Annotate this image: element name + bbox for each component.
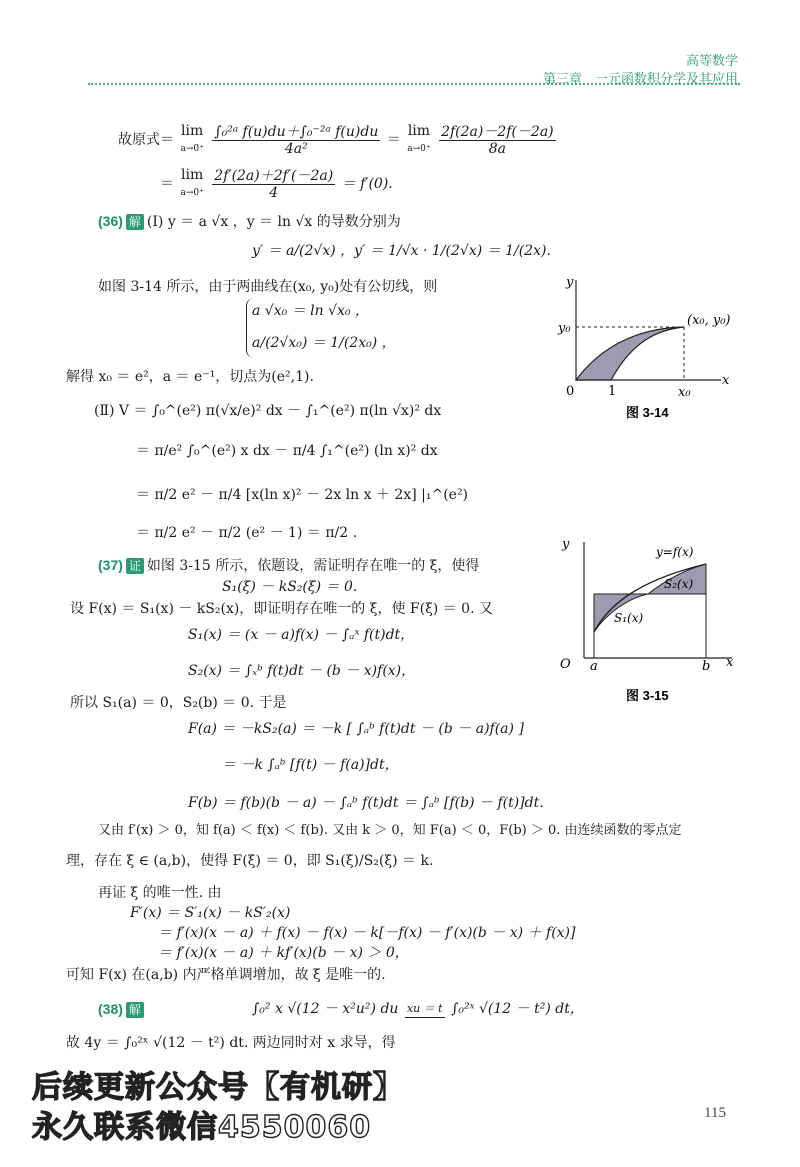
q37-deriv-2: ＝ f′(x)(x － a) ＋ f(x) － f(x) － k[－f(x) － f′(x)(b － x) ＋ f(x)] xyxy=(158,925,576,941)
fig315-caption: 图 3-15 xyxy=(626,688,669,703)
q37-heading xyxy=(98,556,479,575)
denominator: 8a xyxy=(488,140,506,157)
denominator: 4 xyxy=(269,184,279,201)
fraction-1 xyxy=(212,124,380,157)
chapter-title: 第三章 一元函数积分学及其应用 xyxy=(542,71,738,86)
fig315-s1-label: S₁(x) xyxy=(614,611,644,625)
denominator: 4a² xyxy=(284,140,308,157)
q37-fa-1: F(a) ＝ －kS₂(a) ＝ －k [ ∫ₐᵇ f(t)dt － (b － a)f(a) ] xyxy=(188,721,524,737)
lim-block xyxy=(180,166,203,202)
q36-volume-1: (Ⅱ) V ＝ ∫₀^(e²) π(√x/e)² dx － ∫₁^(e²) π(ln √x)² dx xyxy=(94,403,442,419)
fig314-point-label: (x₀, y₀) xyxy=(687,313,731,328)
equals: ＝ xyxy=(386,132,401,148)
q36-number: (36) xyxy=(98,213,123,229)
q36-tangent-text: 如图 3-14 所示，由于两曲线在(x₀, y₀)处有公切线，则 xyxy=(98,279,438,295)
lim-sub: a→0⁺ xyxy=(407,144,431,154)
q36-solution: 解得 x₀ ＝ e²，a ＝ e⁻¹，切点为(e²,1). xyxy=(66,369,314,385)
watermark-line-1: 后续更新公众号【有机研】 xyxy=(32,1070,404,1105)
q36-text: (Ⅰ) y ＝ a √x ，y ＝ ln √x 的导数分别为 xyxy=(146,214,401,230)
q37-number: (37) xyxy=(98,557,123,573)
q36-system-eq-1: a √x₀ ＝ ln √x₀ ， xyxy=(252,303,369,319)
fig315-curve-label: y=f(x) xyxy=(656,545,694,559)
formula-line-2 xyxy=(160,166,393,202)
fig314-tick-x0: x₀ xyxy=(678,385,691,400)
fig314-tick-y0: y₀ xyxy=(558,321,571,336)
q36-volume-3: ＝ π/2 e² － π/4 [x(ln x)² － 2x ln x ＋ 2x] |₁^(e²) xyxy=(136,487,469,503)
q37-therefore: 所以 S₁(a) ＝ 0，S₂(b) ＝ 0. 于是 xyxy=(70,695,287,711)
q37-deriv-3: ＝ f′(x)(x － a) ＋ kf′(x)(b － x) ＞ 0， xyxy=(158,945,409,961)
q38-int-left: ∫₀² x √(12 － x²u²) du xyxy=(252,1001,399,1017)
fig315-tick-a: a xyxy=(590,659,598,674)
q36-derivatives: y′ ＝ a/(2√x) ，y′ ＝ 1/√x · 1/(2√x) ＝ 1/(2x). xyxy=(252,243,551,259)
q37-paragraph-1: 又由 f′(x) ＞ 0，知 f(a) ＜ f(x) ＜ f(b). 又由 k ＞ 0，知 F(a) ＜ 0，F(b) ＞ 0. 由连续函数的零点定 xyxy=(98,823,682,838)
q36-heading xyxy=(98,212,401,231)
q37-badge: 证 xyxy=(126,558,144,574)
watermark-line-2: 永久联系微信4550060 xyxy=(32,1110,372,1145)
q38-substitution xyxy=(405,1001,445,1018)
tail: ＝ f′(0). xyxy=(341,176,393,192)
formula-line-1 xyxy=(118,122,558,158)
lim-block xyxy=(180,122,203,158)
q37-conclusion: 可知 F(x) 在(a,b) 内严格单调增加，故 ξ 是唯一的. xyxy=(66,967,386,983)
q37-deriv-1: F′(x) ＝ S′₁(x) － kS′₂(x) xyxy=(130,905,291,921)
fig315-tick-b: b xyxy=(702,659,711,674)
fig314-y-label: y xyxy=(566,275,574,290)
q36-system-eq-2: a/(2√x₀) ＝ 1/(2x₀) ， xyxy=(252,335,396,351)
q38-badge: 解 xyxy=(126,1002,144,1018)
figure-3-15 xyxy=(556,536,742,708)
q37-fb: F(b) ＝ f(b)(b － a) － ∫ₐᵇ f(t)dt ＝ ∫ₐᵇ [f(b) － f(t)]dt. xyxy=(188,795,544,811)
q37-paragraph-2: 理，存在 ξ ∈ (a,b)，使得 F(ξ) ＝ 0，即 S₁(ξ)/S₂(ξ) ＝ k. xyxy=(66,853,434,869)
q37-uniqueness: 再证 ξ 的唯一性. 由 xyxy=(98,885,222,901)
q37-s1: S₁(x) ＝ (x － a)f(x) － ∫ₐˣ f(t)dt， xyxy=(188,627,415,643)
q37-setup: 设 F(x) ＝ S₁(x) － kS₂(x)，即证明存在唯一的 ξ，使 F(ξ) ＝ 0. 又 xyxy=(70,601,493,617)
fraction-3 xyxy=(212,168,335,201)
q36-volume-2: ＝ π/e² ∫₀^(e²) x dx － π/4 ∫₁^(e²) (ln x)² dx xyxy=(136,443,438,459)
fig314-x-label: x xyxy=(722,373,730,388)
q37-text: 如图 3-15 所示，依题设，需证明存在唯一的 ξ，使得 xyxy=(146,558,480,574)
q37-equation: S₁(ξ) － kS₂(ξ) ＝ 0. xyxy=(222,579,358,595)
fig315-y-label: y xyxy=(562,537,570,552)
q38-heading xyxy=(98,1000,147,1019)
fig315-x-label: x xyxy=(726,655,734,670)
lim: lim xyxy=(181,123,204,139)
lim: lim xyxy=(407,123,431,139)
page-number: 115 xyxy=(704,1105,726,1121)
figure-3-14 xyxy=(556,270,736,430)
fraction-2 xyxy=(439,124,556,157)
q38-last-line: 故 4y ＝ ∫₀²ˣ √(12 － t²) dt. 两边同时对 x 求导，得 xyxy=(66,1035,396,1051)
q38-sub-text: xu ＝ t xyxy=(405,1001,445,1018)
fig314-origin: 0 xyxy=(566,384,575,399)
numerator: 2f′(2a)＋2f′(－2a) xyxy=(214,167,334,184)
header-divider xyxy=(88,83,740,85)
fig314-shaded-region xyxy=(576,327,684,380)
numerator: 2f(2a)－2f(－2a) xyxy=(441,123,554,140)
lim-sub: a→0⁺ xyxy=(180,188,204,198)
q37-fa-2: ＝ －k ∫ₐᵇ [f(t) － f(a)]dt， xyxy=(222,757,399,773)
fig315-origin: O xyxy=(560,657,571,672)
fig314-tick-1: 1 xyxy=(608,384,617,399)
lim-block-2 xyxy=(407,122,430,158)
q37-s2: S₂(x) ＝ ∫ₓᵇ f(t)dt － (b － x)f(x)， xyxy=(188,663,416,679)
q38-number: (38) xyxy=(98,1001,123,1017)
q36-badge: 解 xyxy=(126,214,144,230)
q36-volume-4: ＝ π/2 e² － π/2 (e² － 1) ＝ π/2 . xyxy=(136,525,358,541)
q38-integral xyxy=(252,1000,584,1018)
book-title: 高等数学 xyxy=(685,53,738,68)
lim: lim xyxy=(181,167,204,183)
q38-int-right: ∫₀²ˣ √(12 － t²) dt， xyxy=(451,1001,584,1017)
numerator: ∫₀²ᵃ f(u)du＋∫₀⁻²ᵃ f(u)du xyxy=(214,123,379,140)
lim-sub: a→0⁺ xyxy=(180,144,204,154)
fig315-s2-label: S₂(x) xyxy=(664,577,694,591)
fig314-caption: 图 3-14 xyxy=(626,405,669,420)
equals: ＝ xyxy=(160,176,174,192)
label-text: 故原式＝ xyxy=(118,132,174,148)
